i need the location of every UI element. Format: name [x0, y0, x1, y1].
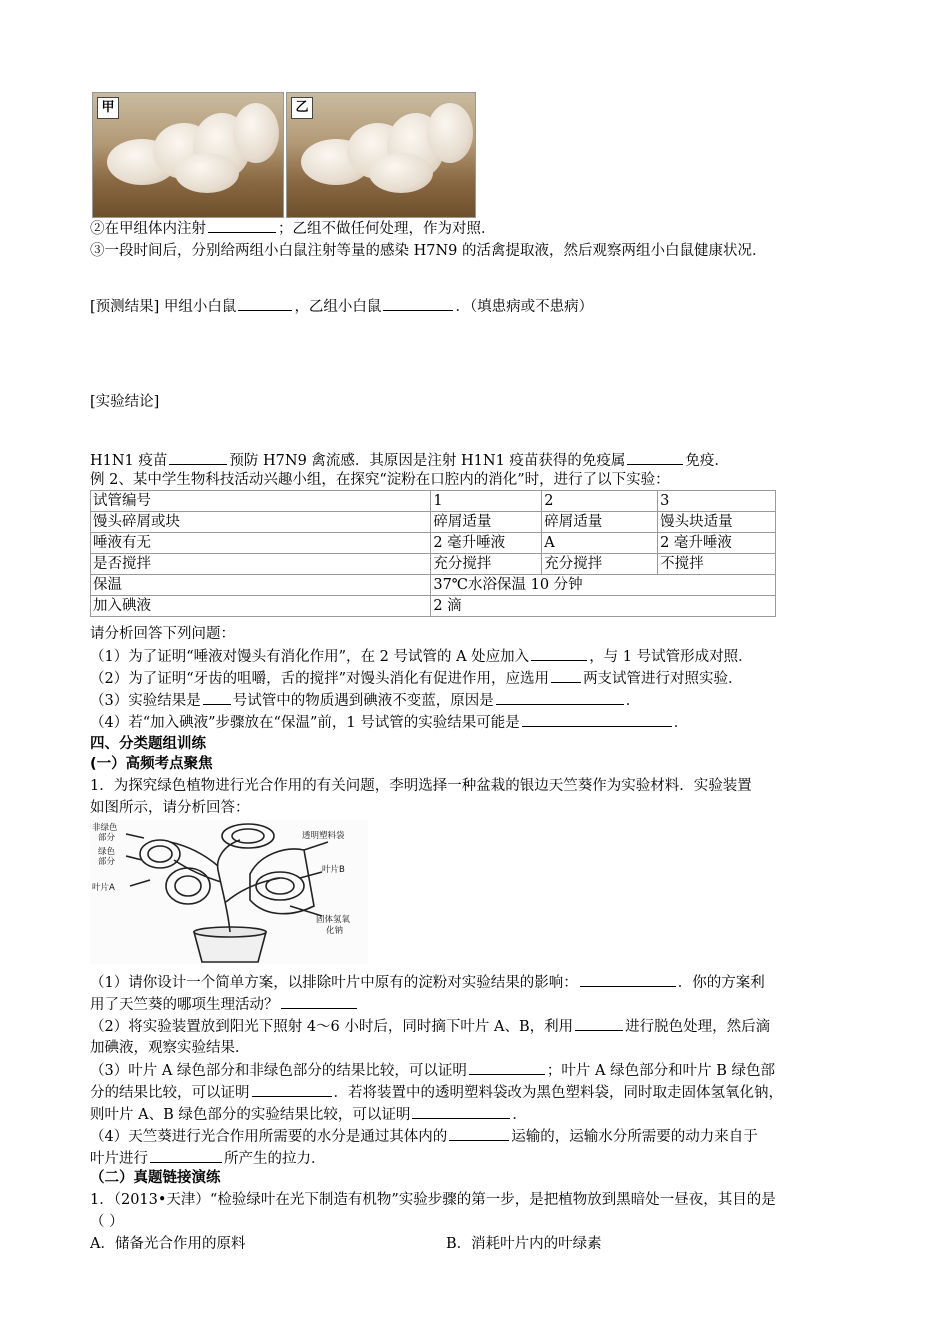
- p1-question-2-line-1: （2）将实验装置放到阳光下照射 4～6 小时后，同时摘下叶片 A、B，利用 进行脱色处理，然后滴: [90, 1016, 770, 1037]
- answer-blank[interactable]: [580, 972, 676, 987]
- answer-blank[interactable]: [208, 218, 276, 233]
- table-cell: 碎屑适量: [431, 512, 542, 533]
- table-cell: A: [542, 533, 658, 554]
- problem-1-line-2: 如图所示，请分析回答：: [90, 800, 250, 816]
- table-cell: 馒头碎屑或块: [91, 512, 431, 533]
- table-cell: 2 滴: [431, 596, 776, 617]
- answer-blank[interactable]: [522, 712, 672, 727]
- photo-label: 乙: [291, 97, 313, 119]
- subsection-title-2: （二）真题链接演练: [90, 1170, 221, 1186]
- label-naoh: 固体氢氧: [316, 915, 351, 925]
- table-row: [91, 533, 776, 554]
- table-cell: 碎屑适量: [542, 512, 658, 533]
- label-green-2: 部分: [98, 857, 116, 867]
- table-cell: 充分搅拌: [542, 554, 658, 575]
- table-cell: 保温: [91, 575, 431, 596]
- p1-question-3-line-2: 分的结果比较，可以证明 ．若将装置中的透明塑料袋改为黑色塑料袋，同时取走固体氢氧化钠，: [90, 1082, 783, 1103]
- conclusion-label: [实验结论]: [90, 394, 160, 410]
- table-row: [91, 554, 776, 575]
- question-2: （2）为了证明“牙齿的咀嚼，舌的搅拌”对馒头消化有促进作用，应选用 两支试管进行对照实验．: [90, 668, 743, 689]
- real-question-1-line-1: 1．（2013•天津）“检验绿叶在光下制造有机物”实验步骤的第一步，是把植物放到黑暗处一昼夜，其目的是: [90, 1192, 776, 1208]
- table-cell: 1: [431, 491, 542, 512]
- answer-blank[interactable]: [575, 1016, 623, 1031]
- mice-photo-jia: [92, 92, 284, 218]
- table-cell: 2 毫升唾液: [431, 533, 542, 554]
- question-1: （1）为了证明“唾液对馒头有消化作用”，在 2 号试管的 A 处应加入 ，与 1 号试管形成对照．: [90, 646, 753, 667]
- problem-1-line-1: 1．为探究绿色植物进行光合作用的有关问题，李明选择一种盆栽的银边天竺葵作为实验材料．实验装置: [90, 778, 752, 794]
- p1-question-3-line-3: 则叶片 A、B 绿色部分的实验结果比较，可以证明 ．: [90, 1104, 527, 1125]
- answer-blank[interactable]: [238, 296, 292, 311]
- answer-blank[interactable]: [150, 1148, 222, 1163]
- table-cell: 加入碘液: [91, 596, 431, 617]
- option-b[interactable]: B．消耗叶片内的叶绿素: [446, 1236, 602, 1252]
- table-row: [91, 575, 776, 596]
- p1-question-2-line-2: 加碘液，观察实验结果．: [90, 1040, 250, 1056]
- label-naoh-2: 化钠: [326, 926, 344, 936]
- answer-blank[interactable]: [169, 450, 227, 465]
- label-leaf-a: 叶片A: [92, 883, 115, 893]
- answer-blank[interactable]: [383, 296, 453, 311]
- answer-blank[interactable]: [531, 646, 587, 661]
- table-row: [91, 491, 776, 512]
- table-row: [91, 512, 776, 533]
- label-bag: 透明塑料袋: [302, 831, 345, 841]
- photo-label: 甲: [97, 97, 119, 119]
- conclusion-text: H1N1 疫苗 预防 H7N9 禽流感．其原因是注射 H1N1 疫苗获得的免疫属 免疫．: [90, 450, 729, 471]
- table-cell: 是否搅拌: [91, 554, 431, 575]
- table-cell: 试管编号: [91, 491, 431, 512]
- question-3: （3）实验结果是 号试管中的物质遇到碘液不变蓝，原因是 ．: [90, 690, 640, 711]
- option-a[interactable]: A．储备光合作用的原料: [90, 1236, 246, 1252]
- prompt: 请分析回答下列问题：: [90, 626, 235, 642]
- answer-blank[interactable]: [627, 450, 683, 465]
- label-leaf-b: 叶片B: [322, 865, 345, 875]
- table-cell: 2: [542, 491, 658, 512]
- subsection-title: (一）高频考点聚焦: [90, 756, 213, 772]
- step-3: ③一段时间后，分别给两组小白鼠注射等量的感染 H7N9 的活禽提取液，然后观察两组小白鼠健康状况．: [90, 243, 767, 259]
- p1-question-4-line-1: （4）天竺葵进行光合作用所需要的水分是通过其体内的 运输的，运输水分所需要的动力来自于: [90, 1126, 758, 1147]
- table-cell: 37℃水浴保温 10 分钟: [431, 575, 776, 596]
- plant-experiment-figure: [90, 820, 368, 964]
- p1-question-1-line-2: 用了天竺葵的哪项生理活动？: [90, 994, 359, 1015]
- answer-blank[interactable]: [449, 1126, 509, 1141]
- experiment-table: [90, 490, 776, 617]
- real-question-1-line-2: （ ）: [90, 1214, 124, 1230]
- label-non-green-2: 部分: [98, 833, 116, 843]
- answer-blank[interactable]: [252, 1082, 332, 1097]
- p1-question-4-line-2: 叶片进行 所产生的拉力．: [90, 1148, 326, 1169]
- p1-question-1-line-1: （1）请你设计一个简单方案，以排除叶片中原有的淀粉对实验结果的影响： ．你的方案利: [90, 972, 765, 993]
- answer-blank[interactable]: [412, 1104, 510, 1119]
- table-cell: 充分搅拌: [431, 554, 542, 575]
- table-cell: 2 毫升唾液: [658, 533, 776, 554]
- table-cell: 不搅拌: [658, 554, 776, 575]
- plant-diagram: [90, 820, 368, 964]
- p1-question-3-line-1: （3）叶片 A 绿色部分和非绿色部分的结果比较，可以证明 ；叶片 A 绿色部分和叶片 B 绿色部: [90, 1060, 775, 1081]
- answer-blank[interactable]: [203, 690, 231, 705]
- answer-blank[interactable]: [551, 668, 581, 683]
- table-row: [91, 596, 776, 617]
- question-4: （4）若“加入碘液”步骤放在“保温”前，1 号试管的实验结果可能是 ．: [90, 712, 688, 733]
- label-green: 绿色: [98, 847, 116, 857]
- step-2: ②在甲组体内注射 ；乙组不做任何处理，作为对照．: [90, 218, 496, 239]
- table-cell: 唾液有无: [91, 533, 431, 554]
- answer-blank[interactable]: [281, 994, 357, 1009]
- table-cell: 馒头块适量: [658, 512, 776, 533]
- section-title: 四、分类题组训练: [90, 736, 206, 752]
- answer-blank[interactable]: [469, 1060, 545, 1075]
- answer-blank[interactable]: [496, 690, 624, 705]
- example2-intro: 例 2、某中学生物科技活动兴趣小组，在探究“淀粉在口腔内的消化”时，进行了以下实验：: [90, 472, 670, 488]
- table-cell: 3: [658, 491, 776, 512]
- mice-photo-yi: [286, 92, 476, 218]
- label-non-green: 非绿色: [92, 823, 118, 833]
- prediction: [预测结果] 甲组小白鼠 ，乙组小白鼠 ．（填患病或不患病）: [90, 296, 593, 317]
